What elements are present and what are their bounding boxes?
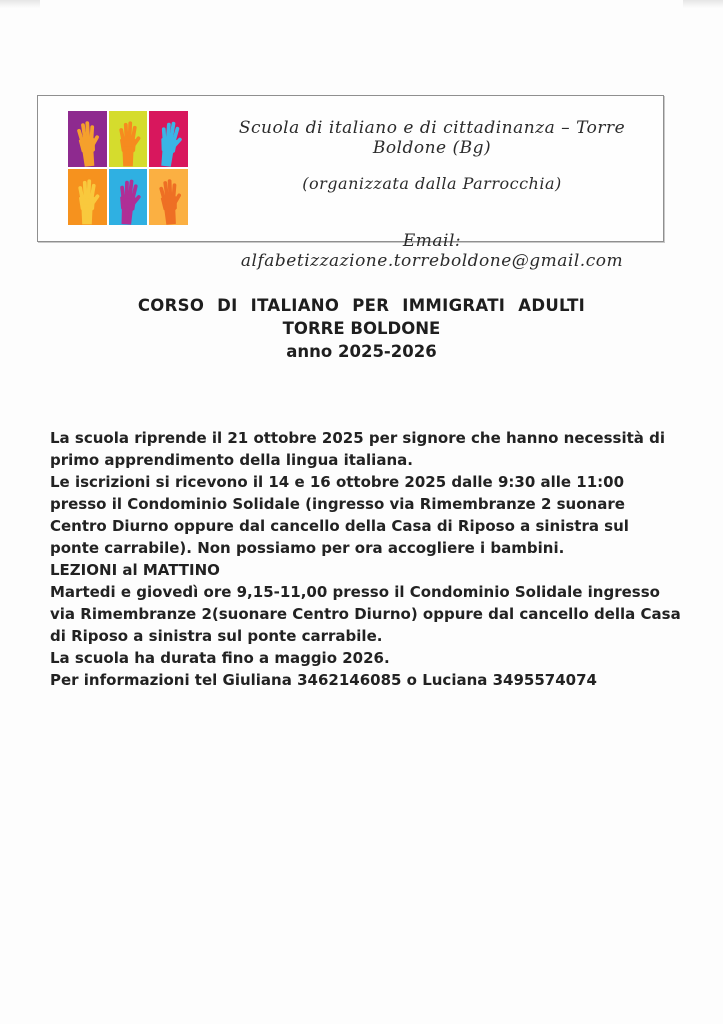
organizer-line: (organizzata dalla Parrocchia): [302, 174, 562, 193]
course-duration: La scuola ha durata fino a maggio 2026.: [50, 649, 390, 667]
header-banner: [37, 95, 664, 271]
flyer-body: [50, 427, 682, 691]
logo-tile-3: [149, 111, 188, 167]
course-title: [0, 294, 723, 363]
logo-tile-5: [109, 169, 148, 225]
logo-tile-2: [109, 111, 148, 167]
hands-logo: [68, 111, 188, 225]
course-title-line2: TORRE BOLDONE: [282, 319, 441, 338]
school-name: Scuola di italiano e di cittadinanza – Torre Boldone (Bg): [238, 118, 626, 158]
hand-icon: [154, 117, 184, 167]
logo-tile-6: [149, 169, 188, 225]
lessons-schedule: Martedi e giovedì ore 9,15-11,00 presso il Condominio Solidale ingresso via Rimembranze 2(suonare Centro Diurno) oppure dal cancello della Casa di Riposo a sinistra sul ponte carrabile.: [50, 583, 681, 645]
course-title-line1: CORSO DI ITALIANO PER IMMIGRATI ADULTI: [137, 296, 586, 315]
paragraph-reopening: La scuola riprende il 21 ottobre 2025 per signore che hanno necessità di primo apprendimento della lingua italiana.: [50, 429, 665, 469]
logo-tile-4: [68, 169, 107, 225]
hand-icon: [113, 117, 143, 167]
scan-artifact: [0, 0, 40, 8]
course-title-line3: anno 2025-2026: [286, 342, 437, 361]
email-line: Email: alfabetizzazione.torreboldone@gmail.com: [240, 231, 624, 271]
hand-icon: [72, 175, 102, 225]
logo-tile-1: [68, 111, 107, 167]
contact-info: Per informazioni tel Giuliana 3462146085 o Luciana 3495574074: [50, 671, 597, 689]
scan-artifact: [683, 0, 723, 8]
hand-icon: [72, 117, 102, 167]
hand-icon: [113, 175, 143, 225]
lessons-heading: LEZIONI al MATTINO: [50, 561, 220, 579]
paragraph-enrollment: Le iscrizioni si ricevono il 14 e 16 ottobre 2025 dalle 9:30 alle 11:00 presso il Condominio Solidale (ingresso via Rimembranze 2 suonare Centro Diurno oppure dal cancello della Casa di Riposo a sinistra sul ponte carrabile). Non possiamo per ora accogliere i bambini.: [50, 473, 629, 557]
header-text-block: [213, 96, 651, 271]
hand-icon: [154, 175, 184, 225]
